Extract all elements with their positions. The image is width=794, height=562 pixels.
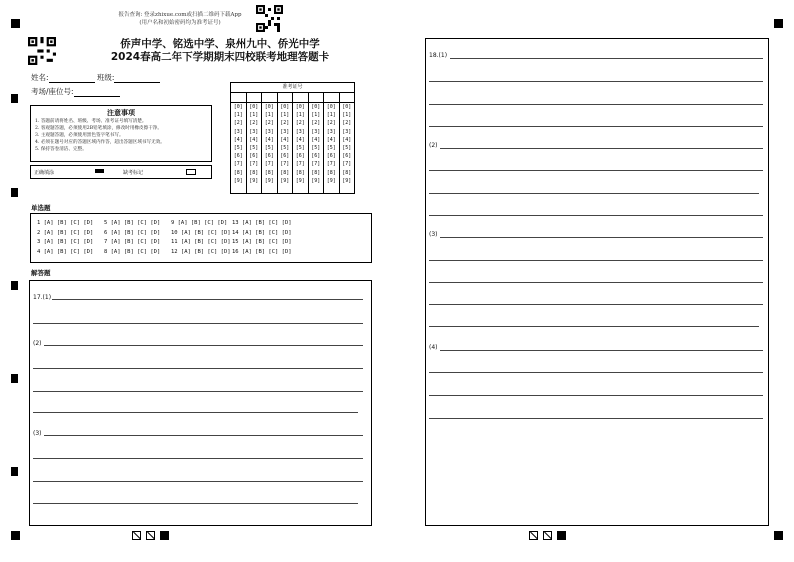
mc-question-row[interactable]: 6 [A] [B] [C] [D] — [104, 229, 161, 236]
writing-line — [33, 458, 363, 459]
exam-id-digit-bubble[interactable]: [7] — [280, 161, 290, 168]
exam-id-digit-bubble[interactable]: [7] — [326, 161, 336, 168]
exam-id-digit-bubble[interactable]: [7] — [233, 161, 243, 168]
exam-id-digit-bubble[interactable]: [5] — [342, 145, 352, 152]
exam-id-digit-bubble[interactable]: [9] — [311, 177, 321, 184]
room-seat-field[interactable] — [31, 86, 120, 97]
exam-id-write-box[interactable] — [309, 93, 324, 103]
q18-part1-label: 18.(1) — [429, 52, 448, 59]
exam-id-write-box[interactable] — [324, 93, 339, 103]
exam-id-digit-bubble[interactable]: [9] — [280, 177, 290, 184]
exam-id-digit-bubble[interactable]: [9] — [342, 177, 352, 184]
exam-id-digit-bubble[interactable]: [1] — [249, 112, 259, 119]
exam-id-write-box[interactable] — [293, 93, 308, 103]
page-title: 侨声中学、铭选中学、泉州九中、侨光中学 2024春高二年下学期期末四校联考地理答题卡 — [110, 38, 330, 63]
exam-id-digit-bubble[interactable]: [0] — [326, 104, 336, 110]
notice-title: 注意事项 — [107, 109, 135, 117]
exam-id-digit-bubble[interactable]: [5] — [264, 145, 274, 152]
fill-legend — [30, 165, 212, 179]
exam-id-column[interactable] — [231, 93, 247, 193]
exam-id-digit-bubble[interactable]: [5] — [233, 145, 243, 152]
exam-id-digit-bubble[interactable]: [3] — [264, 128, 274, 135]
exam-id-title: 准考证号 — [231, 83, 354, 93]
exam-id-digit-bubble[interactable]: [4] — [280, 136, 290, 143]
q18-part4-label: (4) — [429, 344, 438, 351]
exam-id-digit-bubble[interactable]: [6] — [342, 153, 352, 160]
exam-id-digit-bubble[interactable]: [6] — [295, 153, 305, 160]
mc-question-row[interactable]: 9 [A] [B] [C] [D] — [171, 220, 228, 226]
writing-line — [429, 282, 763, 283]
exam-id-digit-bubble[interactable]: [4] — [233, 136, 243, 143]
writing-line — [429, 193, 759, 194]
exam-id-column[interactable] — [293, 93, 309, 193]
exam-id-digit-bubble[interactable]: [3] — [233, 128, 243, 135]
exam-id-digit-bubble[interactable]: [9] — [233, 177, 243, 184]
writing-line — [429, 81, 763, 82]
writing-line — [440, 237, 763, 238]
exam-id-write-box[interactable] — [231, 93, 246, 103]
writing-line — [440, 350, 763, 351]
writing-line — [429, 395, 763, 396]
mc-question-row[interactable]: 15 [A] [B] [C] [D] — [232, 239, 292, 245]
q18-part2-label: (2) — [429, 142, 438, 149]
exam-id-column[interactable] — [324, 93, 340, 193]
exam-id-digit-bubble[interactable]: [8] — [249, 169, 259, 176]
absent-mark-label: 缺考标记 — [123, 170, 144, 176]
notice-item: 3. 主观题答题，必须使用黑色签字笔书写。 — [35, 133, 124, 138]
q17-part2-label: (2) — [33, 340, 42, 347]
absent-mark-box[interactable] — [186, 169, 196, 175]
exam-id-digit-bubble[interactable]: [2] — [233, 120, 243, 127]
mc-answer-box[interactable] — [30, 213, 372, 263]
writing-line — [33, 481, 363, 482]
exam-id-digit-bubble[interactable]: [8] — [342, 169, 352, 176]
exam-id-digit-bubble[interactable]: [5] — [295, 145, 305, 152]
exam-id-digit-bubble[interactable]: [8] — [280, 169, 290, 176]
timing-mark — [11, 281, 18, 290]
exam-id-digit-bubble[interactable]: [8] — [233, 169, 243, 176]
writing-line — [44, 435, 363, 436]
exam-id-column[interactable] — [309, 93, 325, 193]
exam-id-digit-bubble[interactable]: [9] — [264, 177, 274, 184]
exam-id-digit-bubble[interactable]: [6] — [311, 153, 321, 160]
writing-line — [429, 260, 763, 261]
exam-id-digit-bubble[interactable]: [0] — [264, 104, 274, 110]
exam-id-digit-bubble[interactable]: [1] — [280, 112, 290, 119]
writing-line — [450, 58, 763, 59]
exam-id-digit-bubble[interactable]: [2] — [264, 120, 274, 127]
page-mark-slash — [543, 531, 552, 540]
q18-answer-box[interactable] — [425, 38, 769, 526]
notice-item: 5. 保持答卷清洁、完整。 — [35, 147, 87, 152]
exam-id-digit-bubble[interactable]: [4] — [342, 136, 352, 143]
exam-id-column[interactable] — [247, 93, 263, 193]
corner-mark-bl — [11, 531, 20, 540]
exam-id-digit-bubble[interactable]: [6] — [233, 153, 243, 160]
mc-question-row[interactable]: 12 [A] [B] [C] [D] — [171, 248, 231, 255]
writing-line — [33, 391, 363, 392]
exam-id-digit-bubble[interactable]: [6] — [249, 153, 259, 160]
exam-id-digit-bubble[interactable]: [7] — [342, 161, 352, 168]
exam-id-digit-bubble[interactable]: [2] — [326, 120, 336, 127]
exam-id-digit-bubble[interactable]: [1] — [264, 112, 274, 119]
writing-line — [429, 372, 763, 373]
exam-id-digit-bubble[interactable]: [4] — [264, 136, 274, 143]
exam-id-digit-bubble[interactable]: [7] — [249, 161, 259, 168]
exam-id-digit-bubble[interactable]: [3] — [342, 128, 352, 135]
corner-mark-tr — [774, 19, 783, 28]
mc-question-row[interactable]: 14 [A] [B] [C] [D] — [232, 229, 292, 236]
exam-id-digit-bubble[interactable]: [6] — [326, 153, 336, 160]
exam-id-digit-bubble[interactable]: [9] — [295, 177, 305, 184]
exam-id-write-box[interactable] — [278, 93, 293, 103]
page-mark-solid — [557, 531, 566, 540]
exam-id-digit-bubble[interactable]: [5] — [326, 145, 336, 152]
exam-id-digit-bubble[interactable]: [6] — [280, 153, 290, 160]
exam-id-digit-bubble[interactable]: [3] — [295, 128, 305, 135]
q17-part1-label: 17.(1) — [33, 294, 52, 301]
exam-id-write-box[interactable] — [340, 93, 355, 103]
mc-question-row[interactable]: 2 [A] [B] [C] [D] — [37, 229, 94, 236]
exam-id-column[interactable] — [340, 93, 355, 193]
page-mark-solid — [160, 531, 169, 540]
exam-id-digit-bubble[interactable]: [1] — [326, 112, 336, 119]
exam-id-column[interactable] — [278, 93, 294, 193]
writing-line — [429, 215, 763, 216]
exam-id-digit-bubble[interactable]: [0] — [233, 104, 243, 110]
exam-id-digit-bubble[interactable]: [7] — [295, 161, 305, 168]
notice-item: 4. 必须在题号对应的答题区域内作答，超出答题区域书写无效。 — [35, 140, 165, 145]
class-label: 班级: — [96, 73, 115, 82]
login-note: 报告查询: 登录zhixue.com或扫描二维码下载App (用户名和初始密码均为准考证号) — [118, 12, 242, 26]
exam-id-digit-bubble[interactable]: [5] — [280, 145, 290, 152]
writing-line — [429, 418, 763, 419]
correct-fill-label: 正确填涂 — [34, 170, 55, 176]
exam-id-write-box[interactable] — [262, 93, 277, 103]
exam-id-digit-bubble[interactable]: [0] — [311, 104, 321, 110]
exam-id-digit-bubble[interactable]: [9] — [249, 177, 259, 184]
exam-id-digit-bubble[interactable]: [2] — [311, 120, 321, 127]
exam-id-digit-bubble[interactable]: [3] — [249, 128, 259, 135]
q17-part3-label: (3) — [33, 430, 42, 437]
exam-id-digit-bubble[interactable]: [0] — [249, 104, 259, 110]
writing-line — [33, 503, 358, 504]
exam-id-digit-bubble[interactable]: [3] — [326, 128, 336, 135]
exam-id-digit-bubble[interactable]: [3] — [280, 128, 290, 135]
timing-mark — [11, 467, 18, 476]
mc-question-row[interactable]: 4 [A] [B] [C] [D] — [37, 248, 94, 255]
notice-item: 1. 答题前请将姓名、班级、考场、准考证号填写清楚。 — [35, 119, 147, 124]
mc-question-row[interactable]: 13 [A] [B] [C] [D] — [232, 220, 292, 226]
mc-question-row[interactable]: 8 [A] [B] [C] [D] — [104, 248, 161, 255]
exam-id-digit-bubble[interactable]: [4] — [326, 136, 336, 143]
exam-id-digit-bubble[interactable]: [5] — [249, 145, 259, 152]
timing-mark — [11, 94, 18, 103]
writing-line — [50, 299, 363, 300]
writing-line — [429, 104, 763, 105]
mc-question-row[interactable]: 16 [A] [B] [C] [D] — [232, 248, 292, 255]
mc-section-label: 单选题 — [31, 204, 51, 212]
writing-line — [429, 326, 759, 327]
exam-id-column[interactable] — [262, 93, 278, 193]
exam-id-digit-bubble[interactable]: [1] — [311, 112, 321, 119]
name-label: 姓名: — [31, 73, 49, 82]
mc-question-row[interactable]: 1 [A] [B] [C] [D] — [37, 220, 94, 226]
room-label: 考场/座位号: — [31, 87, 74, 96]
exam-id-digit-bubble[interactable]: [9] — [326, 177, 336, 184]
writing-line — [429, 304, 763, 305]
page-mark-slash — [529, 531, 538, 540]
exam-id-digit-bubble[interactable]: [3] — [311, 128, 321, 135]
mc-question-row[interactable]: 5 [A] [B] [C] [D] — [104, 220, 161, 226]
exam-id-digit-bubble[interactable]: [1] — [342, 112, 352, 119]
exam-id-digit-bubble[interactable]: [2] — [249, 120, 259, 127]
exam-id-digit-bubble[interactable]: [2] — [280, 120, 290, 127]
exam-id-digit-bubble[interactable]: [5] — [311, 145, 321, 152]
essay-section-label: 解答题 — [31, 269, 51, 277]
student-qr-code — [28, 37, 56, 65]
timing-mark — [11, 374, 18, 383]
writing-line — [429, 126, 763, 127]
mc-question-row[interactable]: 11 [A] [B] [C] [D] — [171, 239, 231, 245]
writing-line — [33, 412, 358, 413]
writing-line — [440, 148, 763, 149]
exam-id-digit-bubble[interactable]: [8] — [264, 169, 274, 176]
exam-id-digit-bubble[interactable]: [4] — [249, 136, 259, 143]
exam-id-grid[interactable] — [230, 82, 355, 194]
corner-mark-tl — [11, 19, 20, 28]
notice-box — [30, 105, 212, 162]
exam-id-digit-bubble[interactable]: [7] — [311, 161, 321, 168]
exam-id-digit-bubble[interactable]: [7] — [264, 161, 274, 168]
exam-id-digit-bubble[interactable]: [2] — [295, 120, 305, 127]
timing-mark — [11, 188, 18, 197]
correct-fill-sample — [95, 169, 104, 173]
name-field[interactable] — [31, 72, 160, 83]
exam-id-digit-bubble[interactable]: [1] — [233, 112, 243, 119]
exam-id-write-box[interactable] — [247, 93, 262, 103]
mc-question-row[interactable]: 7 [A] [B] [C] [D] — [104, 239, 161, 245]
writing-line — [429, 170, 763, 171]
exam-id-digit-bubble[interactable]: [8] — [295, 169, 305, 176]
exam-id-digit-bubble[interactable]: [4] — [311, 136, 321, 143]
exam-id-digit-bubble[interactable]: [8] — [326, 169, 336, 176]
q18-part3-label: (3) — [429, 231, 438, 238]
page-mark-slash — [132, 531, 141, 540]
writing-line — [33, 368, 363, 369]
mc-question-row[interactable]: 3 [A] [B] [C] [D] — [37, 239, 94, 245]
exam-id-digit-bubble[interactable]: [0] — [295, 104, 305, 110]
exam-id-digit-bubble[interactable]: [0] — [342, 104, 352, 110]
exam-id-digit-bubble[interactable]: [0] — [280, 104, 290, 110]
exam-id-digit-bubble[interactable]: [6] — [264, 153, 274, 160]
exam-id-digit-bubble[interactable]: [1] — [295, 112, 305, 119]
writing-line — [44, 345, 363, 346]
page-mark-slash — [146, 531, 155, 540]
exam-id-digit-bubble[interactable]: [2] — [342, 120, 352, 127]
download-qr-code — [256, 5, 283, 32]
writing-line — [33, 323, 363, 324]
exam-id-digit-bubble[interactable]: [4] — [295, 136, 305, 143]
mc-question-row[interactable]: 10 [A] [B] [C] [D] — [171, 229, 231, 236]
notice-item: 2. 客观题答题，必须使用2B铅笔填涂，修改时用橡皮擦干净。 — [35, 126, 162, 131]
corner-mark-br — [774, 531, 783, 540]
q17-answer-box[interactable] — [29, 280, 372, 526]
exam-id-digit-bubble[interactable]: [8] — [311, 169, 321, 176]
